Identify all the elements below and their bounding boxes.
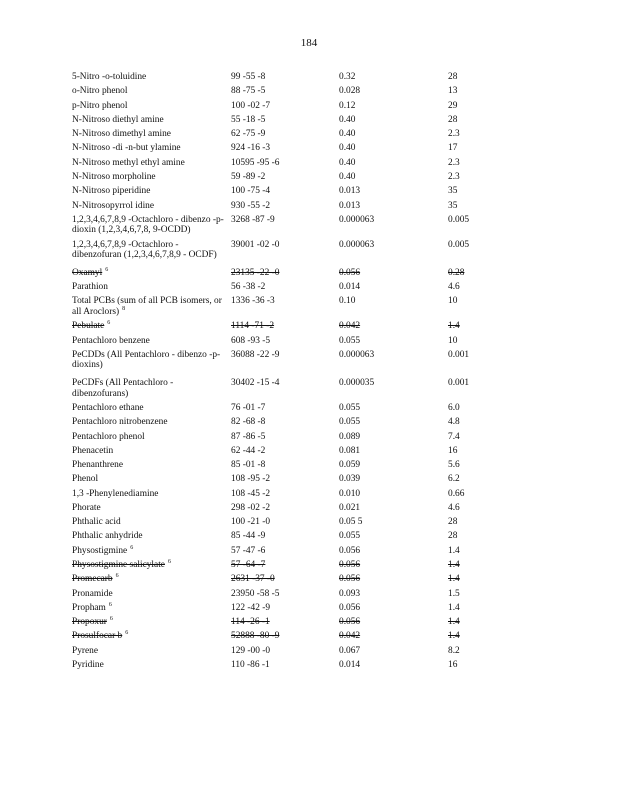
value-1-cell: 0.013 (339, 200, 361, 211)
value-1-cell: 0.056 (339, 267, 361, 278)
value-2-cell: 28 (448, 517, 458, 528)
chemical-name-cell: Phenol (72, 474, 99, 485)
value-1-cell: 0.055 (339, 335, 361, 346)
table-row (72, 617, 552, 631)
footnote-marker: 6 (125, 630, 129, 637)
table-row (72, 574, 552, 588)
chemical-name-cell: Phenacetin (72, 445, 114, 456)
value-2-cell: 10 (448, 296, 458, 307)
chemical-name-cell: Propham $^6$ (72, 601, 112, 613)
table-row (72, 350, 552, 378)
value-1-cell: 0.000063 (339, 214, 375, 225)
chemical-name-cell: N-Nitrosopyrrol idine (72, 200, 155, 211)
chemical-name-cell: Pebulate $^6$ (72, 320, 111, 332)
chemical-name-cell: Pyrene (72, 645, 99, 656)
cas-number-cell: 62 -75 -9 (231, 129, 266, 140)
value-1-cell: 0.055 (339, 402, 361, 413)
cas-number-cell: 1114 -71 -2 (231, 321, 275, 332)
value-1-cell: 0.081 (339, 445, 361, 456)
footnote-marker: 6 (105, 266, 109, 273)
table-row (72, 115, 552, 129)
cas-number-cell: 88 -75 -5 (231, 86, 266, 97)
value-2-cell: 2.3 (448, 171, 460, 182)
chemical-name-cell: Promecarb $^6$ (72, 573, 119, 585)
cas-number-cell: 85 -44 -9 (231, 531, 266, 542)
value-1-cell: 0.32 (339, 72, 356, 82)
table-row (72, 474, 552, 488)
cas-number-cell: 87 -86 -5 (231, 431, 266, 442)
value-2-cell: 16 (448, 660, 458, 670)
table-row (72, 531, 552, 545)
value-2-cell: 28 (448, 114, 458, 125)
value-1-cell: 0.028 (339, 86, 361, 97)
table-row (72, 158, 552, 172)
value-1-cell: 0.014 (339, 282, 361, 293)
value-1-cell: 0.042 (339, 321, 361, 332)
table-row (72, 546, 552, 560)
value-2-cell: 1.4 (448, 545, 460, 556)
table-row (72, 403, 552, 417)
cas-number-cell: 100 -21 -0 (231, 517, 271, 528)
value-1-cell: 0.039 (339, 474, 361, 485)
table-row (72, 268, 552, 282)
cas-number-cell: 39001 -02 -0 (231, 239, 280, 250)
chemical-name-cell: Phorate (72, 502, 101, 513)
table-row (72, 631, 552, 645)
table-row (72, 172, 552, 186)
cas-number-cell: 114 -26 -1 (231, 617, 270, 628)
cas-number-cell: 55 -18 -5 (231, 114, 266, 125)
table-row (72, 86, 552, 100)
cas-number-cell: 608 -93 -5 (231, 335, 271, 346)
cas-number-cell: 56 -38 -2 (231, 282, 266, 293)
cas-number-cell: 23135 -22 -0 (231, 267, 280, 278)
value-2-cell: 16 (448, 445, 458, 456)
value-1-cell: 0.000035 (339, 378, 375, 389)
value-2-cell: 28 (448, 72, 458, 82)
value-2-cell: 13 (448, 86, 458, 97)
table-row (72, 240, 552, 268)
value-2-cell: 0.28 (448, 267, 465, 278)
cas-number-cell: 57 -47 -6 (231, 545, 266, 556)
cas-number-cell: 30402 -15 -4 (231, 378, 280, 389)
value-2-cell: 1.4 (448, 602, 460, 613)
value-2-cell: 4.6 (448, 502, 460, 513)
chemical-name-cell: N-Nitroso methyl ethyl amine (72, 157, 185, 168)
value-2-cell: 5.6 (448, 460, 460, 471)
table-row (72, 215, 552, 240)
value-2-cell: 2.3 (448, 157, 460, 168)
cas-number-cell: 85 -01 -8 (231, 460, 266, 471)
cas-number-cell: 23950 -58 -5 (231, 588, 280, 599)
value-1-cell: 0.010 (339, 488, 361, 499)
value-2-cell: 1.4 (448, 321, 460, 332)
value-2-cell: 0.001 (448, 349, 470, 360)
value-1-cell: 0.056 (339, 617, 361, 628)
cas-number-cell: 110 -86 -1 (231, 660, 270, 670)
cas-number-cell: 59 -89 -2 (231, 171, 266, 182)
value-1-cell: 0.40 (339, 157, 356, 168)
value-2-cell: 7.4 (448, 431, 460, 442)
value-1-cell: 0.021 (339, 502, 361, 513)
value-2-cell: 8.2 (448, 645, 460, 656)
value-1-cell: 0.10 (339, 296, 356, 307)
value-1-cell: 0.000063 (339, 239, 375, 250)
value-1-cell: 0.055 (339, 531, 361, 542)
value-2-cell: 35 (448, 200, 458, 211)
cas-number-cell: 99 -55 -8 (231, 72, 266, 82)
value-1-cell: 0.089 (339, 431, 361, 442)
value-1-cell: 0.056 (339, 545, 361, 556)
cas-number-cell: 76 -01 -7 (231, 402, 266, 413)
chemical-name-cell: Phthalic acid (72, 517, 121, 528)
value-2-cell: 4.8 (448, 417, 460, 428)
chemical-name-cell: PeCDDs (All Pentachloro - dibenzo -p-dioxins) (72, 349, 221, 371)
chemical-name-cell: N-Nitroso -di -n-but ylamine (72, 143, 181, 154)
cas-number-cell: 52888 -80 -9 (231, 631, 280, 642)
table-row (72, 378, 552, 403)
table-row (72, 432, 552, 446)
table-row (72, 589, 552, 603)
value-2-cell: 10 (448, 335, 458, 346)
value-2-cell: 0.005 (448, 239, 470, 250)
table-row (72, 321, 552, 335)
value-1-cell: 0.40 (339, 114, 356, 125)
page-number: 184 (300, 37, 318, 49)
table-row (72, 646, 552, 660)
chemical-name-cell: Pentachloro nitrobenzene (72, 417, 168, 428)
chemical-name-cell: PeCDFs (All Pentachloro - dibenzofurans) (72, 378, 174, 399)
chemical-name-cell: Pyridine (72, 660, 104, 670)
value-1-cell: 0.40 (339, 129, 356, 140)
footnote-marker: 6 (108, 601, 112, 608)
table-row (72, 282, 552, 296)
cas-number-cell: 930 -55 -2 (231, 200, 271, 211)
cas-number-cell: 10595 -95 -6 (231, 157, 280, 168)
value-1-cell: 0.056 (339, 574, 361, 585)
value-2-cell: 0.005 (448, 214, 470, 225)
chemical-name-cell: p-Nitro phenol (72, 100, 128, 111)
value-1-cell: 0.067 (339, 645, 361, 656)
table-row (72, 603, 552, 617)
table-row (72, 446, 552, 460)
table-row (72, 417, 552, 431)
chemical-name-cell: N-Nitroso dimethyl amine (72, 129, 171, 140)
value-2-cell: 4.6 (448, 282, 460, 293)
value-2-cell: 0.001 (448, 378, 470, 389)
table-row (72, 460, 552, 474)
value-1-cell: 0.05 5 (339, 517, 363, 528)
cas-number-cell: 100 -02 -7 (231, 100, 271, 111)
value-2-cell: 1.5 (448, 588, 460, 599)
chemical-name-cell: Phthalic anhydride (72, 531, 143, 542)
value-1-cell: 0.40 (339, 171, 356, 182)
value-2-cell: 1.4 (448, 560, 460, 571)
chemical-name-cell: Prosulfocar b $^6$ (72, 630, 129, 642)
table-row (72, 560, 552, 574)
value-2-cell: 2.3 (448, 129, 460, 140)
chemical-name-cell: Pentachloro ethane (72, 402, 144, 413)
cas-number-cell: 298 -02 -2 (231, 502, 271, 513)
chemical-name-cell: Pentachloro phenol (72, 431, 145, 442)
table-row (72, 660, 552, 674)
chemical-table-body (72, 72, 552, 674)
chemical-name-cell: o-Nitro phenol (72, 86, 128, 97)
footnote-marker: 8 (122, 306, 126, 313)
cas-number-cell: 129 -00 -0 (231, 645, 271, 656)
cas-number-cell: 57 -64 -7 (231, 560, 266, 571)
value-2-cell: 35 (448, 186, 458, 197)
chemical-name-cell: Pronamide (72, 588, 113, 599)
table-row (72, 517, 552, 531)
value-1-cell: 0.059 (339, 460, 361, 471)
table-row (72, 143, 552, 157)
cas-number-cell: 108 -95 -2 (231, 474, 271, 485)
cas-number-cell: 1336 -36 -3 (231, 296, 275, 307)
footnote-marker: 6 (109, 616, 113, 623)
chemical-table (72, 72, 552, 674)
cas-number-cell: 82 -68 -8 (231, 417, 266, 428)
footnote-marker: 6 (115, 573, 119, 580)
value-2-cell: 6.0 (448, 402, 460, 413)
table-row (72, 201, 552, 215)
value-1-cell: 0.056 (339, 560, 361, 571)
value-1-cell: 0.40 (339, 143, 356, 154)
table-row (72, 72, 552, 86)
chemical-name-cell: 1,3 -Phenylenediamine (72, 488, 159, 499)
chemical-name-cell: Physostigmine salicylate $^6$ (72, 559, 171, 571)
value-2-cell: 6.2 (448, 474, 460, 485)
value-1-cell: 0.042 (339, 631, 361, 642)
chemical-name-cell: Propoxur $^6$ (72, 616, 113, 628)
table-row (72, 489, 552, 503)
table-row (72, 296, 552, 321)
cas-number-cell: 62 -44 -2 (231, 445, 266, 456)
chemical-name-cell: Total PCBs (sum of all PCB isomers, or all Aroclors) $^8$ (72, 296, 222, 318)
chemical-name-cell: Physostigmine $^6$ (72, 544, 134, 556)
table-row (72, 336, 552, 350)
chemical-name-cell: N-Nitroso morpholine (72, 171, 156, 182)
value-1-cell: 0.013 (339, 186, 361, 197)
chemical-name-cell: Parathion (72, 282, 108, 293)
cas-number-cell: 3268 -87 -9 (231, 214, 275, 225)
chemical-name-cell: Pentachloro benzene (72, 335, 150, 346)
footnote-marker: 6 (107, 320, 111, 327)
cas-number-cell: 122 -42 -9 (231, 602, 271, 613)
footnote-marker: 6 (167, 559, 171, 566)
table-row (72, 101, 552, 115)
cas-number-cell: 2631 -37 -0 (231, 574, 275, 585)
chemical-name-cell: N-Nitroso diethyl amine (72, 114, 164, 125)
cas-number-cell: 924 -16 -3 (231, 143, 271, 154)
value-2-cell: 28 (448, 531, 458, 542)
value-1-cell: 0.12 (339, 100, 356, 111)
value-2-cell: 0.66 (448, 488, 465, 499)
chemical-name-cell: 5-Nitro -o-toluidine (72, 72, 147, 82)
value-1-cell: 0.000063 (339, 349, 375, 360)
table-row (72, 186, 552, 200)
table-row (72, 129, 552, 143)
value-1-cell: 0.056 (339, 602, 361, 613)
value-2-cell: 1.4 (448, 631, 460, 642)
value-2-cell: 29 (448, 100, 458, 111)
value-1-cell: 0.093 (339, 588, 361, 599)
chemical-name-cell: 1,2,3,4,6,7,8,9 -Octachloro - dibenzo -p-dioxin (1,2,3,4,6,7,8, 9-OCDD) (72, 214, 224, 236)
chemical-name-cell: 1,2,3,4,6,7,8,9 -Octachloro - dibenzofuran (1,2,3,4,6,7,8,9 - OCDF) (72, 239, 217, 261)
value-2-cell: 1.4 (448, 617, 460, 628)
cas-number-cell: 108 -45 -2 (231, 488, 271, 499)
chemical-name-cell: N-Nitroso piperidine (72, 186, 151, 197)
footnote-marker: 6 (130, 544, 134, 551)
table-row (72, 503, 552, 517)
value-1-cell: 0.014 (339, 660, 361, 670)
cas-number-cell: 100 -75 -4 (231, 186, 271, 197)
chemical-name-cell: Phenanthrene (72, 460, 124, 471)
chemical-name-cell: Oxamyl $^6$ (72, 266, 109, 278)
cas-number-cell: 36088 -22 -9 (231, 349, 280, 360)
value-2-cell: 1.4 (448, 574, 460, 585)
value-1-cell: 0.055 (339, 417, 361, 428)
value-2-cell: 17 (448, 143, 458, 154)
